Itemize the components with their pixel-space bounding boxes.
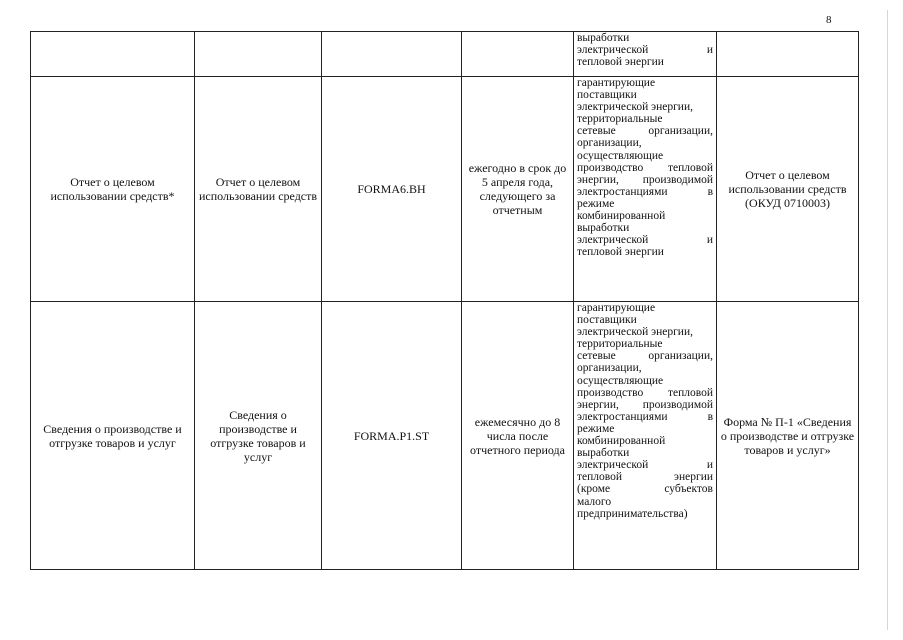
subjects-cell (574, 302, 717, 570)
subjects-line: электростанциями в (577, 410, 713, 423)
subjects-line: комбинированной (577, 435, 666, 448)
subjects-line: электрической энергии, (577, 326, 693, 339)
subjects-line: производство тепловой (577, 386, 713, 399)
deadline-cell (462, 32, 574, 77)
subjects-line: производство тепловой (577, 161, 713, 174)
form-code-cell: FORMA6.BH (322, 77, 462, 302)
subjects-line: электрической и (577, 234, 713, 247)
subjects-line: сетевые организации, (577, 125, 713, 138)
subjects-line: электростанциями в (577, 185, 713, 198)
subjects-line: комбинированной (577, 210, 666, 223)
subjects-line: энергии, производимой (577, 173, 713, 186)
page-number: 8 (826, 14, 832, 26)
form-ref-cell: Форма № П-1 «Сведения о производстве и отгрузке товаров и услуг» (717, 302, 859, 570)
table-row (31, 32, 859, 77)
subjects-line: поставщики (577, 89, 637, 102)
subjects-line: (кроме субъектов (577, 483, 713, 496)
subjects-line: тепловой энергии (577, 246, 664, 259)
form-ref-cell: Отчет о целевом использовании средств (ОКУД 0710003) (717, 77, 859, 302)
subjects-line: предпринимательства) (577, 507, 688, 520)
subjects-line: осуществляющие (577, 149, 664, 162)
form-name-cell: Сведения о производстве и отгрузке товаров и услуг (195, 302, 322, 570)
subjects-line: малого (577, 495, 612, 508)
subjects-line: территориальные (577, 338, 663, 351)
subjects-line: электрической и (577, 44, 713, 57)
report-name-cell: Сведения о производстве и отгрузке товаров и услуг (31, 302, 195, 570)
form-name-cell (195, 32, 322, 77)
form-name-cell: Отчет о целевом использовании средств (195, 77, 322, 302)
subjects-cell (574, 32, 717, 77)
subjects-line: электрической энергии, (577, 101, 693, 114)
scan-edge-line (887, 10, 888, 630)
table-row (31, 77, 859, 302)
subjects-line: организации, (577, 362, 642, 375)
reporting-forms-table (30, 31, 859, 570)
subjects-line: гарантирующие (577, 77, 656, 89)
subjects-line: режиме (577, 197, 615, 210)
form-code-cell (322, 32, 462, 77)
subjects-line: гарантирующие (577, 302, 656, 314)
subjects-line: выработки (577, 447, 630, 460)
report-name-cell (31, 32, 195, 77)
report-name-cell: Отчет о целевом использовании средств* (31, 77, 195, 302)
subjects-line: электрической и (577, 459, 713, 472)
form-ref-cell (717, 32, 859, 77)
subjects-line: энергии, производимой (577, 398, 713, 411)
form-code-cell: FORMA.P1.ST (322, 302, 462, 570)
subjects-line: организации, (577, 137, 642, 150)
deadline-cell: ежегодно в срок до 5 апреля года, следующего за отчетным (462, 77, 574, 302)
subjects-line: поставщики (577, 314, 637, 327)
subjects-line: режиме (577, 422, 615, 435)
table-row (31, 302, 859, 570)
subjects-line: тепловой энергии (577, 56, 664, 69)
subjects-line: выработки (577, 32, 630, 44)
subjects-line: сетевые организации, (577, 350, 713, 363)
subjects-line: выработки (577, 222, 630, 235)
subjects-line: осуществляющие (577, 374, 664, 387)
subjects-cell (574, 77, 717, 302)
deadline-cell: ежемесячно до 8 числа после отчетного периода (462, 302, 574, 570)
subjects-line: тепловой энергии (577, 471, 713, 484)
subjects-line: территориальные (577, 113, 663, 126)
